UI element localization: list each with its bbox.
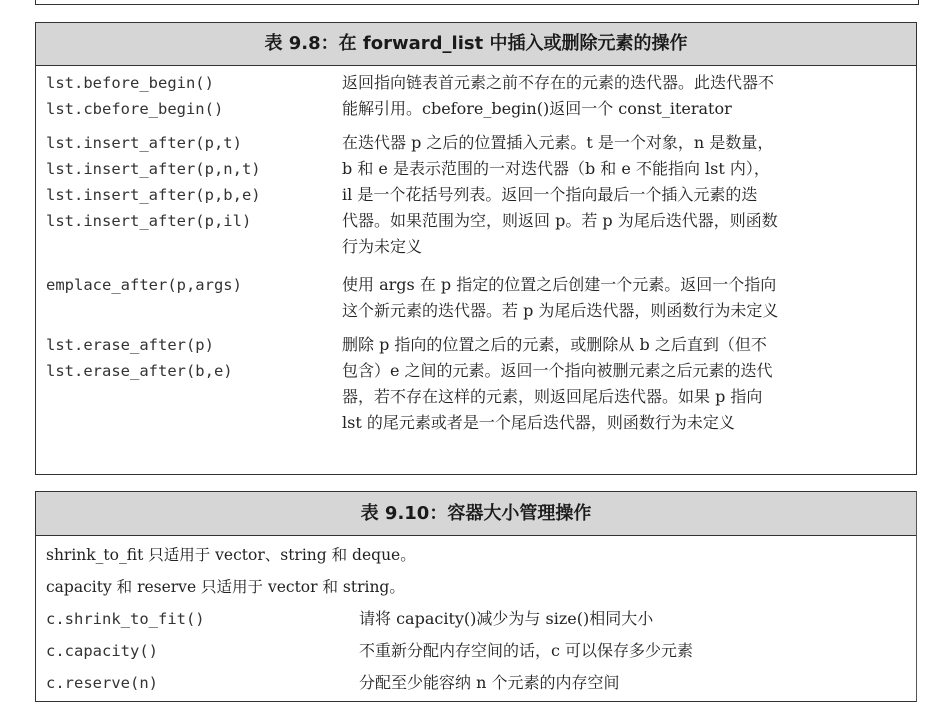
op-cell: c.capacity() — [46, 642, 158, 660]
desc-cell: 请将 capacity()减少为与 size()相同大小 — [359, 609, 654, 628]
table-row — [36, 130, 916, 268]
table-row — [36, 332, 916, 442]
op-cell: c.shrink_to_fit() — [46, 610, 205, 628]
table-row — [36, 70, 916, 126]
table-title: 表 9.10：容器大小管理操作 — [36, 492, 916, 536]
desc-cell: 分配至少能容纳 n 个元素的内存空间 — [359, 673, 620, 692]
note-line: shrink_to_fit 只适用于 vector、string 和 deque。 — [46, 546, 416, 564]
desc-cell: 在迭代器 p 之后的位置插入元素。t 是一个对象，n 是数量， b 和 e 是表示范围的一对迭代器（b 和 e 不能指向 lst 内）， il 是一个花括号列表。返回一个指向最后一个插入元素的迭 代器。如果范围为空，则返回 p。若 p 为尾后迭代器，则函数 行为未定义 — [342, 133, 778, 256]
table-9-8 — [35, 22, 917, 475]
op-cell: lst.before_begin() lst.cbefore_begin() — [46, 74, 224, 118]
op-cell: c.reserve(n) — [46, 674, 158, 692]
note-line: capacity 和 reserve 只适用于 vector 和 string。 — [46, 578, 405, 596]
desc-cell: 删除 p 指向的位置之后的元素，或删除从 b 之后直到（但不 包含）e 之间的元素。返回一个指向被删元素之后元素的迭代 器，若不存在这样的元素，则返回尾后迭代器。如果 p 指向 lst 的尾元素或者是一个尾后迭代器，则函数行为未定义 — [342, 335, 773, 432]
table-title: 表 9.8：在 forward_list 中插入或删除元素的操作 — [36, 23, 916, 66]
table-row — [36, 272, 916, 328]
table-9-10 — [35, 491, 917, 702]
op-cell: lst.insert_after(p,t) lst.insert_after(p,n,t) lst.insert_after(p,b,e) lst.insert_after(p,il) — [46, 134, 261, 230]
desc-cell: 不重新分配内存空间的话，c 可以保存多少元素 — [359, 641, 694, 660]
table-body — [36, 536, 916, 700]
op-cell: lst.erase_after(p) lst.erase_after(b,e) — [46, 336, 233, 380]
op-cell: emplace_after(p,args) — [46, 276, 242, 294]
desc-cell: 使用 args 在 p 指定的位置之后创建一个元素。返回一个指向 这个新元素的迭代器。若 p 为尾后迭代器，则函数行为未定义 — [342, 275, 779, 320]
previous-table-bottom-edge — [35, 0, 919, 5]
desc-cell: 返回指向链表首元素之前不存在的元素的迭代器。此迭代器不 能解引用。cbefore_begin()返回一个 const_iterator — [342, 73, 775, 118]
